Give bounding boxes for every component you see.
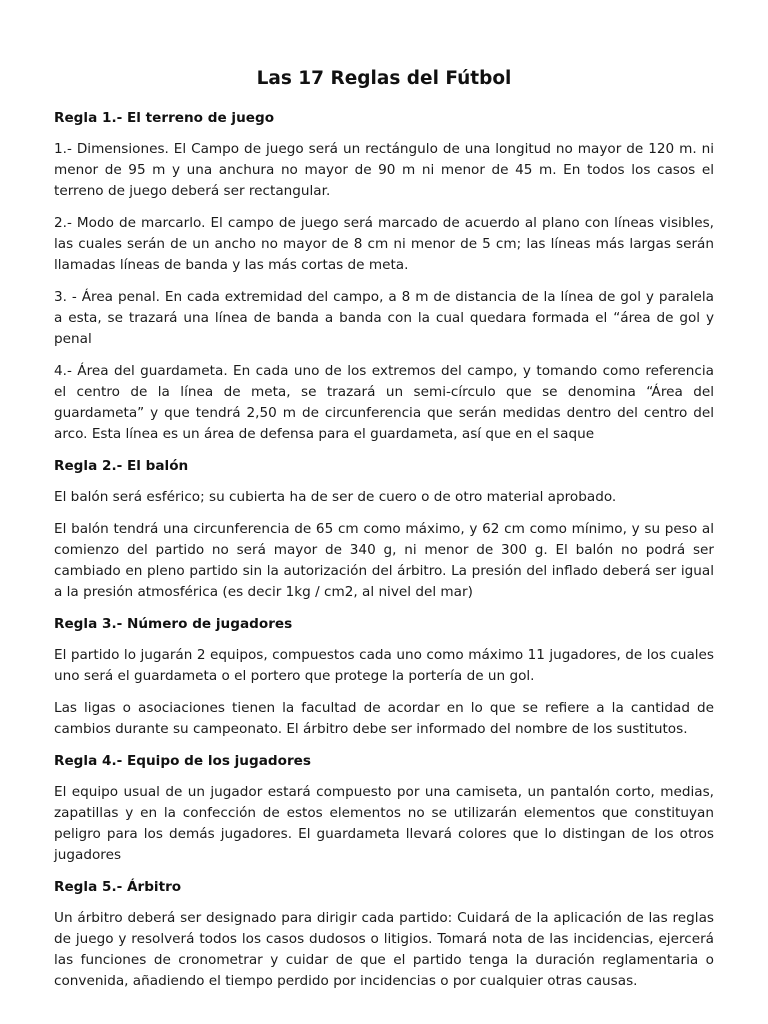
rule-3-paragraph-1: El partido lo jugarán 2 equipos, compuestos cada uno como máximo 11 jugadores, de los cuales uno será el guardameta o el portero que protege la portería de un gol.: [54, 647, 714, 684]
rule-2-paragraph-2: El balón tendrá una circunferencia de 65 cm como máximo, y 62 cm como mínimo, y su peso al comienzo del partido no será mayor de 340 g, ni menor de 300 g. El balón no podrá ser cambiado en pleno partido sin la autorización del árbitro. La presión del inflado deberá ser igual a la presión atmosférica (es decir 1kg / cm2, al nivel del mar): [54, 521, 714, 600]
rule-4-section: [54, 751, 714, 866]
rule-3-section: [54, 614, 714, 740]
rule-1-section: [54, 108, 714, 445]
rule-5-heading: Regla 5.- Árbitro: [54, 879, 182, 895]
page-title: Las 17 Reglas del Fútbol: [256, 68, 512, 89]
rule-3-paragraph-2: Las ligas o asociaciones tienen la facultad de acordar en lo que se refiere a la cantidad de cambios durante su campeonato. El árbitro debe ser informado del nombre de los sustitutos.: [54, 700, 714, 737]
rule-2-paragraph-1: El balón será esférico; su cubierta ha de ser de cuero o de otro material aprobado.: [54, 489, 617, 505]
rule-5-section: [54, 877, 714, 992]
rule-4-heading: Regla 4.- Equipo de los jugadores: [54, 753, 311, 769]
rule-3-heading: Regla 3.- Número de jugadores: [54, 616, 293, 632]
rule-5-paragraph-1: Un árbitro deberá ser designado para dirigir cada partido: Cuidará de la aplicación de las reglas de juego y resolverá todos los casos dudosos o litigios. Tomará nota de las incidencias, ejercerá las funciones de cronometrar y cuidar de que el partido tenga la duración reglamentaria o convenida, añadiendo el tiempo perdido por incidencias o por cualquier otras causas.: [54, 910, 714, 989]
rule-2-section: [54, 456, 714, 603]
rule-1-paragraph-2: 2.- Modo de marcarlo. El campo de juego será marcado de acuerdo al plano con líneas visibles, las cuales serán de un ancho no mayor de 8 cm ni menor de 5 cm; las líneas más largas serán llamadas líneas de banda y las más cortas de meta.: [54, 215, 714, 273]
rule-1-paragraph-1: 1.- Dimensiones. El Campo de juego será un rectángulo de una longitud no mayor de 120 m. ni menor de 95 m y una anchura no mayor de 90 m ni menor de 45 m. En todos los casos el terreno de juego deberá ser rectangular.: [54, 141, 714, 199]
rule-1-paragraph-3: 3. - Área penal. En cada extremidad del campo, a 8 m de distancia de la línea de gol y paralela a esta, se trazará una línea de banda a banda con la cual quedara formada el “área de gol y penal: [54, 289, 714, 347]
rule-4-paragraph-1: El equipo usual de un jugador estará compuesto por una camiseta, un pantalón corto, medias, zapatillas y en la confección de estos elementos no se utilizarán elementos que constituyan peligro para los demás jugadores. El guardameta llevará colores que lo distingan de los otros jugadores: [54, 784, 714, 863]
rule-1-paragraph-4: 4.- Área del guardameta. En cada uno de los extremos del campo, y tomando como referencia el centro de la línea de meta, se trazará un semi-círculo que se denomina “Área del guardameta” y que tendrá 2,50 m de circunferencia que serán medidas dentro del centro del arco. Esta línea es un área de defensa para el guardameta, así que en el saque: [54, 363, 714, 442]
rule-1-heading: Regla 1.- El terreno de juego: [54, 110, 275, 126]
rule-2-heading: Regla 2.- El balón: [54, 458, 189, 474]
